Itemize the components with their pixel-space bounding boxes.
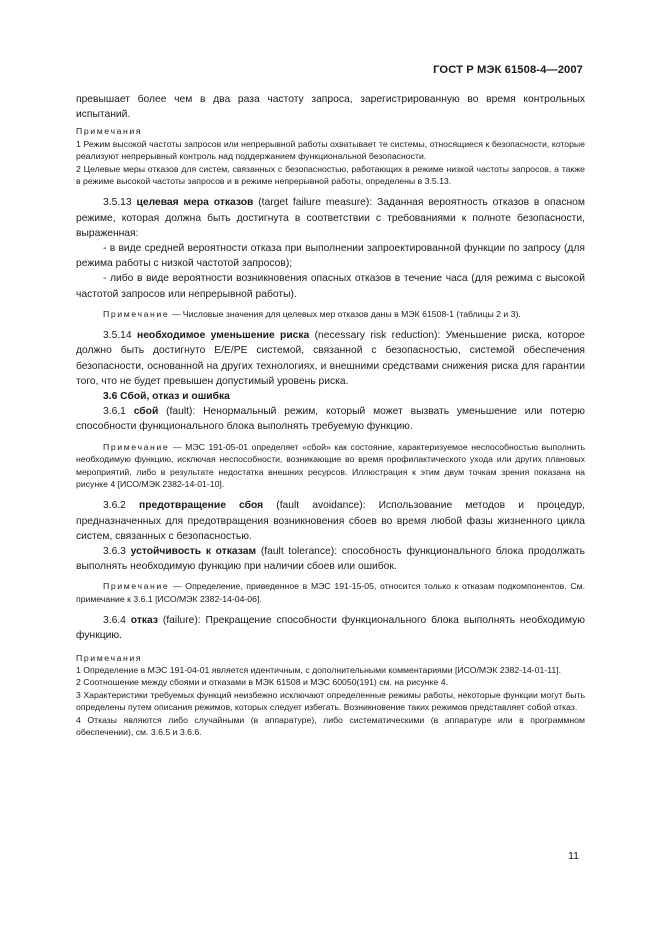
definition-text: : Уменьшение риска, которое должно быть достигнуто E/E/PE системой, связанной с безопасностью, системой обеспечения безопасности, основанной на других технологиях, и внешними средствами снижения риска для гарантии того, что не будет превышен допустимый уровень риска. — [76, 330, 585, 387]
clause-number: 3.5.13 — [103, 197, 132, 209]
term-english: (necessary risk reduction) — [314, 330, 438, 342]
definition-3-6-1 — [76, 404, 585, 434]
note-3-6-1 — [76, 441, 585, 491]
notes-heading-text: Примечания — [76, 652, 143, 663]
note-item: 3 Характеристики требуемых функций неизбежно исключают определенные режимы работы, некоторые функции могут быть определены путем описания режимов, которых следует избегать. Возникновение таких режимов представляет собой отказ. — [76, 689, 585, 713]
definition-3-5-13 — [76, 195, 585, 241]
note-label: Примечание — [103, 308, 170, 319]
notes-heading — [76, 652, 585, 664]
clause-number: 3.6.3 — [103, 545, 126, 557]
note-item: 1 Определение в МЭС 191-04-01 является идентичным, с дополнительными комментариями [ИСО/МЭК 2382-14-01-11]. — [76, 664, 562, 675]
list-item: - в виде средней вероятности отказа при выполнении запроектированной функции по запросу (для режима работы с низкой частотой запросов); — [76, 243, 585, 270]
definition-text: : Заданная вероятность отказов в опасном режиме, которая должна быть достигнута в соответствии с требованиями к полноте безопасности, выраженная: — [76, 197, 585, 239]
clause-number: 3.6.1 — [103, 406, 126, 418]
term: необходимое уменьшение риска — [136, 330, 310, 342]
term: предотвращение сбоя — [139, 500, 264, 512]
page-content — [76, 92, 585, 738]
section-title-3-6: 3.6 Сбой, отказ и ошибка — [103, 391, 230, 403]
term-english: (failure) — [162, 615, 198, 627]
term-english: (fault avoidance) — [276, 500, 363, 512]
note-text: — Определение, приведенное в МЭС 191-15-05, относится только к отказам подкомпонентов. См. примечание к 3.6.1 [ИСО/МЭК 2382-14-04-06]. — [76, 581, 585, 604]
clause-number: 3.6.4 — [103, 615, 126, 627]
definition-text: : Ненормальный режим, который может вызвать уменьшение или потерю способности функционального блока выполнять требуемую функцию. — [76, 406, 585, 433]
note-item: 2 Целевые меры отказов для систем, связанных с безопасностью, работающих в режиме низкой частоты запросов, а также в режиме высокой частоты запросов и в режиме непрерывной работы, определены в 3.5.13. — [76, 163, 585, 187]
term-english: (target failure measure) — [258, 197, 370, 209]
list-item: - либо в виде вероятности возникновения опасных отказов в течение часа (для режима с высокой частотой запросов или непрерывной работы). — [76, 273, 585, 300]
note-3-5-13 — [76, 308, 585, 320]
term: устойчивость к отказам — [130, 545, 257, 557]
intro-paragraph: превышает более чем в два раза частоту запроса, зарегистрированную во время контрольных испытаний. — [76, 94, 585, 121]
term: отказ — [130, 615, 158, 627]
notes-heading-text: Примечания — [76, 126, 143, 137]
note-text: — МЭС 191-05-01 определяет «сбой» как состояние, характеризуемое неспособностью выполнить необходимую функцию, исключая неспособности, возникающие во время профилактического ухода или других плановых мероприятий, либо в результате недостатка внешних ресурсов. Иллюстрация к этим двум точкам зрения показана на рисунке 4 [ИСО/МЭК 2382-14-01-10]. — [76, 441, 585, 489]
clause-number: 3.5.14 — [103, 330, 132, 342]
clause-number: 3.6.2 — [103, 500, 126, 512]
notes-heading — [76, 125, 585, 137]
term-english: (fault tolerance) — [260, 545, 335, 557]
term: целевая мера отказов — [136, 197, 254, 209]
document-header: ГОСТ Р МЭК 61508-4—2007 — [433, 64, 583, 76]
note-label: Примечание — [103, 441, 170, 452]
definition-3-5-14 — [76, 328, 585, 389]
definition-3-6-2 — [76, 498, 585, 544]
definition-3-6-3 — [76, 544, 585, 574]
term-english: (fault) — [166, 406, 193, 418]
definition-text: : Прекращение способности функционального блока выполнять необходимую функцию. — [76, 615, 585, 642]
note-3-6-3 — [76, 580, 585, 605]
note-item: 2 Соотношение между сбоями и отказами в МЭК 61508 и МЭС 60050(191) см. на рисунке 4. — [76, 677, 448, 688]
definition-3-6-4 — [76, 613, 585, 643]
note-item: 4 Отказы являются либо случайными (в аппаратуре), либо систематическими (в аппаратуре или в программном обеспечении), см. 3.6.5 и 3.6.6. — [76, 714, 585, 737]
definition-text: : Использование методов и процедур, предназначенных для предотвращения возникновения сбоев во время любой фазы жизненного цикла систем, связанных с безопасностью. — [76, 500, 585, 542]
note-item: 1 Режим высокой частоты запросов или непрерывной работы охватывает те системы, относящиеся к безопасности, которые реализуют непрерывный контроль над поддержанием функциональной безопасности. — [76, 138, 585, 162]
term: сбой — [133, 406, 159, 418]
note-label: Примечание — [103, 581, 170, 592]
definition-text: : способность функционального блока продолжать выполнять необходимую функцию при наличии сбоев или ошибок. — [76, 545, 585, 573]
note-text: — Числовые значения для целевых мер отказов даны в МЭК 61508-1 (таблицы 2 и 3). — [169, 308, 521, 319]
page-number: 11 — [568, 850, 579, 862]
